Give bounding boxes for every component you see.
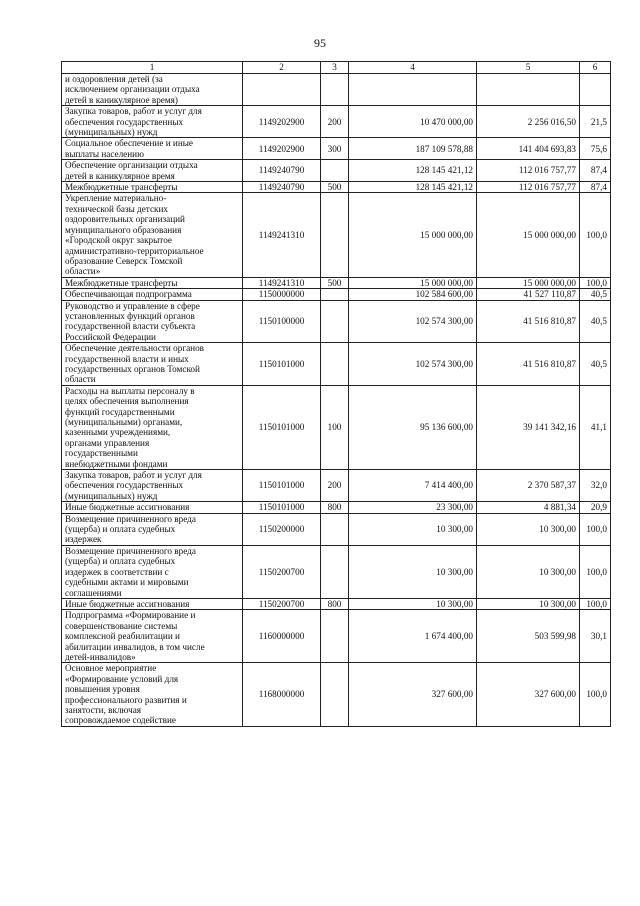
row-name-cell: и оздоровления детей (за исключением организации отдыха детей в каникулярное время) xyxy=(62,74,243,106)
row-percent-cell: 87,4 xyxy=(580,182,611,193)
header-cell: 1 xyxy=(62,62,243,74)
header-cell: 3 xyxy=(321,62,349,74)
row-type-cell xyxy=(321,343,349,386)
row-plan-cell: 128 145 421,12 xyxy=(349,182,477,193)
row-exec-cell xyxy=(477,74,580,106)
row-type-cell: 500 xyxy=(321,182,349,193)
row-type-cell xyxy=(321,663,349,726)
table-row xyxy=(62,182,611,193)
row-name-cell: Возмещение причиненного вреда (ущерба) и оплата судебных издержек xyxy=(62,513,243,545)
row-plan-cell: 10 300,00 xyxy=(349,545,477,598)
row-code-cell: 1149241310 xyxy=(243,193,321,277)
row-code-cell xyxy=(243,74,321,106)
row-percent-cell: 100,0 xyxy=(580,513,611,545)
row-percent-cell xyxy=(580,74,611,106)
row-code-cell: 1160000000 xyxy=(243,610,321,663)
row-code-cell: 1150200000 xyxy=(243,513,321,545)
row-name-cell: Закупка товаров, работ и услуг для обеспечения государственных (муниципальных) нужд xyxy=(62,470,243,502)
row-exec-cell: 327 600,00 xyxy=(477,663,580,726)
row-plan-cell: 102 584 600,00 xyxy=(349,289,477,300)
row-percent-cell: 21,5 xyxy=(580,106,611,138)
row-type-cell: 800 xyxy=(321,502,349,513)
row-percent-cell: 100,0 xyxy=(580,598,611,609)
row-name-cell: Межбюджетные трансферты xyxy=(62,182,243,193)
row-type-cell xyxy=(321,545,349,598)
row-plan-cell: 128 145 421,12 xyxy=(349,160,477,182)
row-type-cell xyxy=(321,300,349,343)
table-row xyxy=(62,160,611,182)
table-row xyxy=(62,598,611,609)
page-number: 95 xyxy=(314,36,326,50)
row-type-cell xyxy=(321,289,349,300)
row-exec-cell: 10 300,00 xyxy=(477,598,580,609)
row-type-cell xyxy=(321,610,349,663)
table-row xyxy=(62,138,611,160)
row-plan-cell: 10 300,00 xyxy=(349,513,477,545)
row-code-cell: 1150101000 xyxy=(243,385,321,469)
row-name-cell: Социальное обеспечение и иные выплаты населению xyxy=(62,138,243,160)
row-exec-cell: 15 000 000,00 xyxy=(477,193,580,277)
row-exec-cell: 10 300,00 xyxy=(477,545,580,598)
budget-table xyxy=(61,61,611,727)
row-percent-cell: 40,5 xyxy=(580,300,611,343)
table-row xyxy=(62,343,611,386)
row-exec-cell: 112 016 757,77 xyxy=(477,182,580,193)
row-exec-cell: 112 016 757,77 xyxy=(477,160,580,182)
row-name-cell: Основное мероприятие «Формирование условий для повышения уровня профессионального развития и занятости, включая сопровождаемое содействие xyxy=(62,663,243,726)
row-plan-cell: 10 300,00 xyxy=(349,598,477,609)
row-plan-cell: 15 000 000,00 xyxy=(349,193,477,277)
row-plan-cell: 1 674 400,00 xyxy=(349,610,477,663)
row-plan-cell: 95 136 600,00 xyxy=(349,385,477,469)
table-row xyxy=(62,289,611,300)
row-plan-cell xyxy=(349,74,477,106)
header-cell: 4 xyxy=(349,62,477,74)
row-name-cell: Подпрограмма «Формирование и совершенствование системы комплексной реабилитации и абилитации инвалидов, в том числе детей-инвалидов» xyxy=(62,610,243,663)
row-type-cell xyxy=(321,74,349,106)
row-percent-cell: 41,1 xyxy=(580,385,611,469)
row-code-cell: 1150200700 xyxy=(243,545,321,598)
row-percent-cell: 87,4 xyxy=(580,160,611,182)
row-code-cell: 1149202900 xyxy=(243,106,321,138)
row-exec-cell: 41 516 810,87 xyxy=(477,343,580,386)
row-exec-cell: 10 300,00 xyxy=(477,513,580,545)
row-plan-cell: 102 574 300,00 xyxy=(349,300,477,343)
row-exec-cell: 41 516 810,87 xyxy=(477,300,580,343)
row-code-cell: 1150200700 xyxy=(243,598,321,609)
row-name-cell: Обеспечивающая подпрограмма xyxy=(62,289,243,300)
row-percent-cell: 100,0 xyxy=(580,663,611,726)
row-exec-cell: 2 370 587,37 xyxy=(477,470,580,502)
table-row xyxy=(62,513,611,545)
table-row xyxy=(62,663,611,726)
row-exec-cell: 2 256 016,50 xyxy=(477,106,580,138)
row-exec-cell: 15 000 000,00 xyxy=(477,277,580,288)
row-type-cell xyxy=(321,513,349,545)
table-row xyxy=(62,385,611,469)
row-plan-cell: 327 600,00 xyxy=(349,663,477,726)
row-name-cell: Иные бюджетные ассигнования xyxy=(62,598,243,609)
row-name-cell: Межбюджетные трансферты xyxy=(62,277,243,288)
row-percent-cell: 100,0 xyxy=(580,545,611,598)
row-exec-cell: 39 141 342,16 xyxy=(477,385,580,469)
row-plan-cell: 23 300,00 xyxy=(349,502,477,513)
table-row xyxy=(62,470,611,502)
row-type-cell: 300 xyxy=(321,138,349,160)
table-row xyxy=(62,502,611,513)
row-type-cell: 200 xyxy=(321,106,349,138)
row-name-cell: Обеспечение деятельности органов государственной власти и иных государственных органов Томской области xyxy=(62,343,243,386)
table-row xyxy=(62,545,611,598)
row-percent-cell: 30,1 xyxy=(580,610,611,663)
row-name-cell: Возмещение причиненного вреда (ущерба) и оплата судебных издержек в соответствии с судебными актами и мировыми соглашениями xyxy=(62,545,243,598)
row-exec-cell: 141 404 693,83 xyxy=(477,138,580,160)
table-row xyxy=(62,106,611,138)
table-header-row xyxy=(62,62,611,74)
row-percent-cell: 40,5 xyxy=(580,343,611,386)
row-plan-cell: 10 470 000,00 xyxy=(349,106,477,138)
row-name-cell: Иные бюджетные ассигнования xyxy=(62,502,243,513)
row-code-cell: 1150101000 xyxy=(243,343,321,386)
row-percent-cell: 100,0 xyxy=(580,193,611,277)
table-row xyxy=(62,193,611,277)
row-code-cell: 1149241310 xyxy=(243,277,321,288)
row-plan-cell: 15 000 000,00 xyxy=(349,277,477,288)
row-code-cell: 1150101000 xyxy=(243,502,321,513)
row-plan-cell: 102 574 300,00 xyxy=(349,343,477,386)
table-row xyxy=(62,610,611,663)
row-code-cell: 1149240790 xyxy=(243,160,321,182)
row-percent-cell: 32,0 xyxy=(580,470,611,502)
row-code-cell: 1168000000 xyxy=(243,663,321,726)
row-type-cell xyxy=(321,193,349,277)
row-code-cell: 1150000000 xyxy=(243,289,321,300)
row-plan-cell: 7 414 400,00 xyxy=(349,470,477,502)
header-cell: 6 xyxy=(580,62,611,74)
row-percent-cell: 40,5 xyxy=(580,289,611,300)
row-code-cell: 1150100000 xyxy=(243,300,321,343)
row-name-cell: Обеспечение организации отдыха детей в каникулярное время xyxy=(62,160,243,182)
row-type-cell xyxy=(321,160,349,182)
row-name-cell: Руководство и управление в сфере установленных функций органов государственной власти субъекта Российской Федерации xyxy=(62,300,243,343)
table-row xyxy=(62,277,611,288)
row-percent-cell: 100,0 xyxy=(580,277,611,288)
header-cell: 5 xyxy=(477,62,580,74)
row-name-cell: Закупка товаров, работ и услуг для обеспечения государственных (муниципальных) нужд xyxy=(62,106,243,138)
row-type-cell: 200 xyxy=(321,470,349,502)
row-type-cell: 100 xyxy=(321,385,349,469)
row-exec-cell: 503 599,98 xyxy=(477,610,580,663)
row-type-cell: 500 xyxy=(321,277,349,288)
table-row xyxy=(62,74,611,106)
row-code-cell: 1150101000 xyxy=(243,470,321,502)
row-name-cell: Расходы на выплаты персоналу в целях обеспечения выполнения функций государственными (муниципальными) органами, казенными учреждениями, органами управления государственными внебюджетными фондами xyxy=(62,385,243,469)
row-percent-cell: 20,9 xyxy=(580,502,611,513)
row-type-cell: 800 xyxy=(321,598,349,609)
row-plan-cell: 187 109 578,88 xyxy=(349,138,477,160)
header-cell: 2 xyxy=(243,62,321,74)
row-code-cell: 1149202900 xyxy=(243,138,321,160)
row-percent-cell: 75,6 xyxy=(580,138,611,160)
row-name-cell: Укрепление материально- технической базы детских оздоровительных организаций муниципального образования «Городской округ закрытое административно-территориальное образование Северск Томской области» xyxy=(62,193,243,277)
row-exec-cell: 4 881,34 xyxy=(477,502,580,513)
table-row xyxy=(62,300,611,343)
row-code-cell: 1149240790 xyxy=(243,182,321,193)
row-exec-cell: 41 527 110,87 xyxy=(477,289,580,300)
